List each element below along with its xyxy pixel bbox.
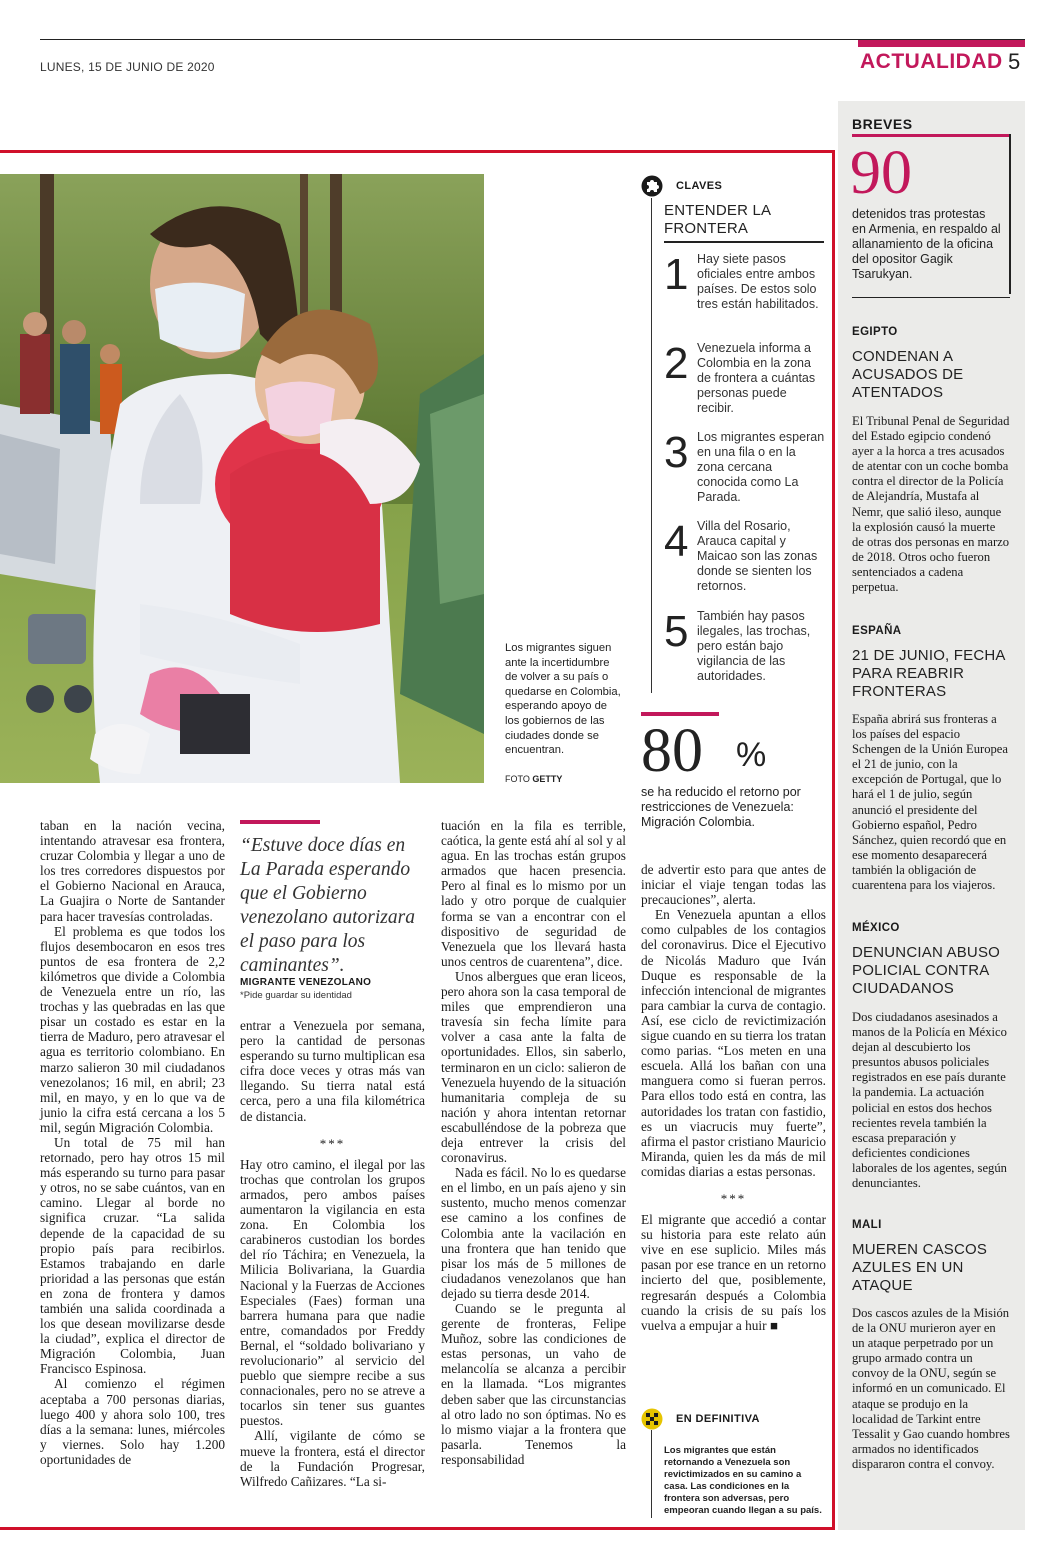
clave-text: También hay pasos ilegales, las trochas, pero están bajo vigilancia de las autoridades.	[697, 609, 811, 683]
brief-kicker: MALI	[852, 1219, 882, 1231]
body-paragraph: Un total de 75 mil han retornado, pero hay otros 15 mil más esperando su turno para pasar y otros, no se sabe cuántos, van en camino. Llegar al borde no significa cruzar. “La salida depende de la capacidad de su propio país para recibirlos. Estamos trabajando en darle prioridad a las personas que están en zona de frontera y damos también una salida coordinada a los que desean movilizarse desde la ciudad”, explica el director de Migración Colombia, Juan Francisco Espinosa.	[40, 1134, 225, 1377]
photo-caption: Los migrantes siguen ante la incertidumbre de volver a su país o quedarse en Colombia, esperando apoyo de los gobiernos de las ciudades donde se encuentran.	[505, 642, 621, 757]
breves-big-number: 90	[850, 139, 912, 207]
clave-number: 5	[664, 607, 689, 656]
claves-vertical-rule	[651, 198, 652, 693]
brief-body: El Tribunal Penal de Seguridad del Estado egipcio condenó ayer a la horca a tres acusados de atentar con un coche bomba contra el director de la Policía de Alejandría, Mustafa al Nemr, que salió ileso, aunque la explosión causó la muerte de otras dos personas en marzo de 2018. Otros ocho fueron sentenciados a cadena perpetua.	[852, 414, 1010, 595]
brief-headline: DENUNCIAN ABUSO POLICIAL CONTRA CIUDADANOS	[852, 944, 1001, 997]
clave-number: 2	[664, 339, 689, 388]
brief-body: Dos ciudadanos asesinados a manos de la Policía en México dejan al descubierto los presuntos abusos policiales registrados en ese país durante la pandemia. La actuación policial en estos dos hechos recientes revela también la escasa preparación y deficientes condiciones laborales de los agentes, según denunciantes.	[852, 1010, 1007, 1191]
clave-text: Los migrantes esperan en una fila o en la zona cercana conocida como La Parada.	[697, 430, 825, 504]
migrant-mother-child-image	[0, 174, 484, 783]
body-paragraph: El problema es que todos los flujos desembocaron en esos tres puntos de esa frontera de 2,2 kilómetros que divide a Colombia de Venezuela entre un río, las trochas y las quebradas en las que pisar un costado es estar en la tierra de Maduro, pero atravesar el agua es territorio colombiano. En marzo salieron 30 mil ciudadanos venezolanos; 16 mil, en abril; 23 mil, en mayo, y en lo que va de junio la cifra está cercana a los 5 mil, según Migración Colombia.	[40, 923, 225, 1135]
brief-body: España abrirá sus fronteras a los países del espacio Schengen de la Unión Europea el 21 de junio, con la excepción de Portugal, que lo hará el 1 de julio, según anunció el presidente del Gobierno español, Pedro Sánchez, quien recordó que en ese momento desaparecerá también la obligación de cuarentena para los viajeros.	[852, 712, 1008, 893]
clave-text: Hay siete pasos oficiales entre ambos países. De estos solo tres están habilitados.	[697, 252, 819, 311]
clave-item	[664, 609, 829, 697]
definitiva-vertical-rule	[651, 1430, 652, 1518]
brief-headline: 21 DE JUNIO, FECHA PARA REABRIR FRONTERAS	[852, 647, 1005, 700]
checker-icon	[641, 1408, 663, 1430]
brief-body: Dos cascos azules de la Misión de la ONU murieron ayer en un ataque perpetrado por un grupo armado contra un convoy de la ONU, según se informó en un comunicado. El ataque se produjo en la localidad de Tarkint entre Tessalit y Gao cuando hombres armados no identificados dispararon contra el convoy.	[852, 1306, 1010, 1471]
clave-number: 3	[664, 428, 689, 477]
body-paragraph: Unos albergues que eran liceos, pero ahora son la casa temporal de miles que emprendieron una travesía sin fecha límite para volver a casa ante la falta de oportunidades. Ellos, sin saberlo, terminaron en un ciclo: salieron de Venezuela huyendo de la situación humanitaria compleja de su nación y ahora intentan retornar escabulléndose de la pobreza que deja entrever la crisis del coronavirus.	[441, 968, 626, 1166]
stat-value: 80	[641, 717, 703, 785]
body-column-1	[40, 818, 225, 1467]
quote-author: MIGRANTE VENEZOLANO	[240, 977, 372, 988]
claves-kicker: CLAVES	[676, 180, 723, 192]
body-paragraph: Cuando se le pregunta al gerente de fronteras, Felipe Muñoz, sobre las condiciones de estas personas, un vaho de melancolía se alcanza a percibir en la llamada. “Los migrantes deben saber que las circunstancias al otro lado no son óptimas. No es lo mismo viajar a la frontera que pasarla. Tenemos la responsabilidad	[441, 1301, 626, 1467]
clave-number: 1	[664, 250, 689, 299]
photo-credit-prefix: FOTO	[505, 774, 530, 784]
brief-kicker: MÉXICO	[852, 922, 900, 934]
definitiva-text: Los migrantes que están retornando a Venezuela son revictimizados en su camino a casa. Las condiciones en la frontera son adversas, pero empeoran cuando llegan a su país.	[664, 1445, 822, 1516]
breves-big-text: detenidos tras protestas en Armenia, en respaldo al allanamiento de la oficina del opositor Gagik Tsarukyan.	[852, 207, 1001, 281]
section-accent-bar	[858, 40, 1025, 47]
body-paragraph: Al comienzo el régimen aceptaba a 700 personas diarias, luego 400 y ahora solo 100, tres días a la semana: lunes, miércoles y viernes. Solo hay 1.200 oportunidades de	[40, 1376, 225, 1467]
section-separator: ***	[319, 1135, 346, 1151]
body-paragraph: El migrante que accedió a contar su historia para este relato aún vive en ese suplicio. Miles más pasan por ese trance en un retorno incierto del que, posiblemente, regresarán después a Colombia cuando la crisis de su país los vuelva a empujar a huir ■	[641, 1212, 826, 1333]
body-column-4	[641, 862, 826, 1333]
body-paragraph: de advertir esto para que antes de iniciar el viaje tengan todas las precauciones”, alerta.	[641, 862, 826, 908]
clave-text: Venezuela informa a Colombia en la zona de frontera a cuántas personas puede recibir.	[697, 341, 816, 415]
clave-item	[664, 252, 829, 340]
brief-kicker: ESPAÑA	[852, 625, 902, 637]
page-number: 5	[1008, 49, 1021, 74]
breves-bottom-rule	[852, 297, 1010, 298]
breves-accent-rule	[852, 134, 1010, 137]
definitiva-kicker: EN DEFINITIVA	[676, 1413, 760, 1425]
pull-quote: “Estuve doce días en La Parada esperando que el Gobierno venezolano autorizara el paso para los caminantes”.	[240, 835, 415, 976]
clave-item	[664, 519, 829, 607]
photo-credit	[505, 774, 562, 784]
clave-item	[664, 430, 829, 518]
body-column-2	[240, 1018, 425, 1489]
quote-note: *Pide guardar su identidad	[240, 990, 352, 1001]
claves-title: ENTENDER LA FRONTERA	[664, 202, 771, 237]
quote-accent-bar	[240, 820, 320, 824]
body-paragraph: Hay otro camino, el ilegal por las trochas que controlan los grupos armados, pero ambos países aumentaron la vigilancia en esta zona. En Colombia los carabineros custodian los bordes del río Táchira; en Venezuela, la Milicia Bolivariana, la Guardia Nacional y la Fuerzas de Acciones Especiales (Faes) forman una barrera humana para que nadie entre, comandados por Freddy Bernal, el “soldado bolivariano y revolucionario” al servicio del pueblo que siempre recibe a sus connacionales, pero no se atreve a tocarlos sin tener sus guantes puestos.	[240, 1156, 425, 1429]
puzzle-icon	[641, 175, 663, 197]
brief-headline: CONDENAN A ACUSADOS DE ATENTADOS	[852, 348, 964, 401]
stat-unit: %	[736, 736, 767, 774]
brief-headline: MUEREN CASCOS AZULES EN UN ATAQUE	[852, 1241, 988, 1294]
body-paragraph: En Venezuela apuntan a ellos como culpables de los contagios del coronavirus. Dice el Ejecutivo de Nicolás Maduro que Iván Duque es responsable de la infección intencional de migrantes para cambiar la curva de contagio. Así, ese ciclo de revictimización sigue cuando en su tierra los tratan como parias. “Los meten en una escuela. Allá los bañan con una manguera como si fueran perros. Para ellos todo está en contra, las autoridades los tratan con fastidio, es un viacrucis muy fuerte”, afirma el pastor cristiano Mauricio Miranda, quien les da más de mil comidas diarias a estas personas.	[641, 907, 826, 1179]
section-separator: ***	[720, 1190, 747, 1206]
brief-kicker: EGIPTO	[852, 326, 898, 338]
body-paragraph: entrar a Venezuela por semana, pero la cantidad de personas esperando su turno multiplican esa cifra doce veces y otras más van llegando. Su tierra natal está cerca, pero a una fila kilométrica de distancia.	[240, 1018, 425, 1124]
article-photo	[0, 174, 484, 783]
breves-vertical-rule	[1009, 134, 1011, 294]
body-paragraph: taban en la nación vecina, intentando atravesar esa frontera, cruzar Colombia y llegar a uno de los tres corredores dispuestos por el Gobierno Nacional en Arauca, La Guajira o Norte de Santander para hacer travesías controladas.	[40, 818, 225, 924]
photo-credit-name: GETTY	[532, 774, 563, 784]
body-column-3	[441, 818, 626, 1467]
body-paragraph: tuación en la fila es terrible, caótica, la gente está ahí al sol y al agua. En las trochas están grupos armados que hacen presencia. Pero al final es lo mismo por un lado y otro porque de cualquier forma se van a encontrar con el dispositivo de seguridad de Venezuela que los llevará hasta unos centros de cuarentena”, dice.	[441, 818, 626, 969]
clave-item	[664, 341, 829, 429]
clave-text: Villa del Rosario, Arauca capital y Maicao son las zonas donde se sienten los retornos.	[697, 519, 818, 593]
stat-text: se ha reducido el retorno por restricciones de Venezuela: Migración Colombia.	[641, 785, 801, 829]
body-paragraph: Allí, vigilante de cómo se mueve la frontera, está el director de la Fundación Progresar, Wilfredo Cañizares. “La si-	[240, 1428, 425, 1489]
section-name: ACTUALIDAD	[860, 50, 1003, 73]
issue-date: LUNES, 15 DE JUNIO DE 2020	[40, 60, 215, 74]
clave-number: 4	[664, 517, 689, 566]
body-paragraph: Nada es fácil. No lo es quedarse en el limbo, en un país ajeno y sin sustento, mucho menos comenzar ese camino a los confines de Colombia ante la vacilación en una frontera que han tenido que pisar los más de 5 millones de ciudadanos venezolanos que han dejado su tierra desde 2014.	[441, 1165, 626, 1301]
breves-label: BREVES	[852, 116, 913, 132]
claves-title-rule	[664, 241, 824, 243]
